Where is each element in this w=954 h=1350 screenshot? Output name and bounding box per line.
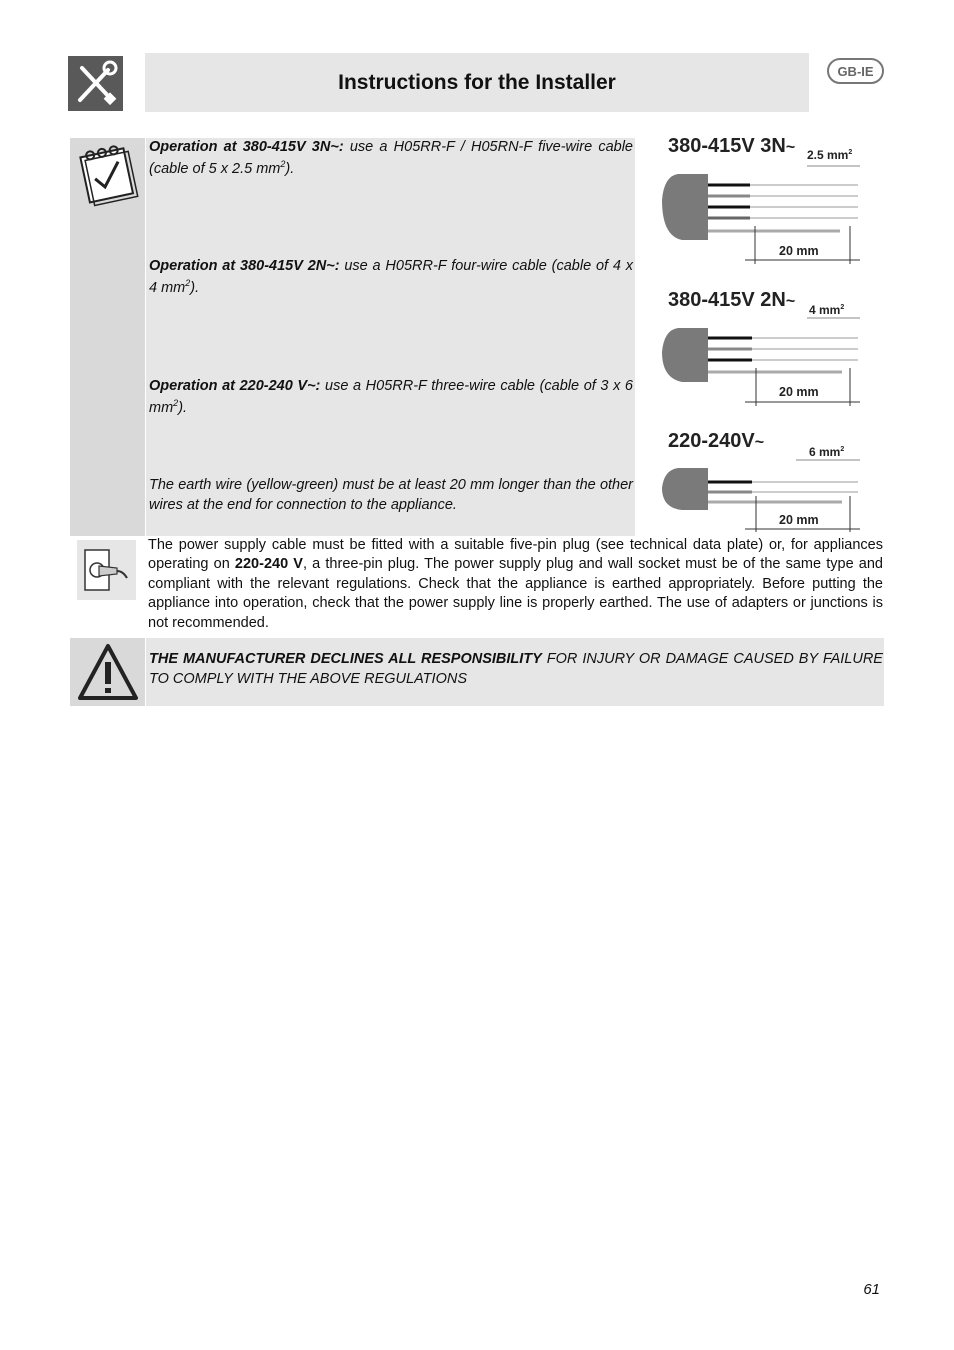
- diagram1-length: 20 mm: [779, 244, 819, 258]
- diagram3-section: 6 $mm^2$: [809, 445, 845, 459]
- page-number: 61: [863, 1281, 880, 1298]
- diagram2-title: 380-415V 2N~: [668, 289, 796, 311]
- paragraph-220-240: Operation at 220-240 V~: use a H05RR-F three-wire cable (cable of 3 x 6 $mm^2$).: [149, 378, 633, 416]
- plug-socket-icon: [77, 540, 136, 600]
- diagram2-section: 4 $mm^2$: [809, 303, 845, 317]
- language-badge: GB-IE: [827, 58, 884, 84]
- header-bar: [145, 53, 809, 112]
- warning-triangle-icon: [70, 638, 145, 706]
- paragraph-manufacturer-disclaimer: THE MANUFACTURER DECLINES ALL RESPONSIBILITY FOR INJURY OR DAMAGE CAUSED BY FAILURE TO COMPLY WITH THE ABOVE REGULATIONS: [149, 651, 883, 687]
- cable-diagram-4-wire: [660, 316, 865, 411]
- notepad-checklist-icon: [70, 138, 145, 208]
- cable-diagram-3-wire: [660, 458, 865, 536]
- diagram3-title: 220-240V~: [668, 430, 765, 452]
- diagram2-length: 20 mm: [779, 385, 819, 399]
- cable-diagram-5-wire: [660, 160, 865, 270]
- paragraph-380-2n: Operation at 380-415V 2N~: use a H05RR-F four-wire cable (cable of 4 x 4 $mm^2$).: [149, 258, 633, 296]
- paragraph-earth-wire: The earth wire (yellow-green) must be at least 20 mm longer than the other wires at the end for connection to the appliance.: [149, 477, 633, 513]
- tools-icon: [68, 56, 123, 111]
- diagram1-title: 380-415V 3N~: [668, 135, 796, 157]
- paragraph-380-3n: Operation at 380-415V 3N~: use a H05RR-F / H05RN-F five-wire cable (cable of 5 x 2.5 $mm^2$).: [149, 139, 633, 177]
- section3-icon-column: [70, 638, 145, 706]
- section1-icon-column: [70, 138, 145, 536]
- diagram3-length: 20 mm: [779, 513, 819, 527]
- page-title: Instructions for the Installer: [338, 70, 616, 94]
- diagram1-section: 2.5 $mm^2$: [807, 148, 853, 162]
- paragraph-power-plug: The power supply cable must be fitted with a suitable five-pin plug (see technical data plate) or, for appliances operating on 220-240 V, a three-pin plug. The power supply plug and wall socket must be of the same type and compliant with the relevant regulations. Check that the appliance is earthed appropriately. Before putting the appliance into operation, check that the power supply line is properly earthed. The use of adapters or junctions is not recommended.: [148, 537, 883, 631]
